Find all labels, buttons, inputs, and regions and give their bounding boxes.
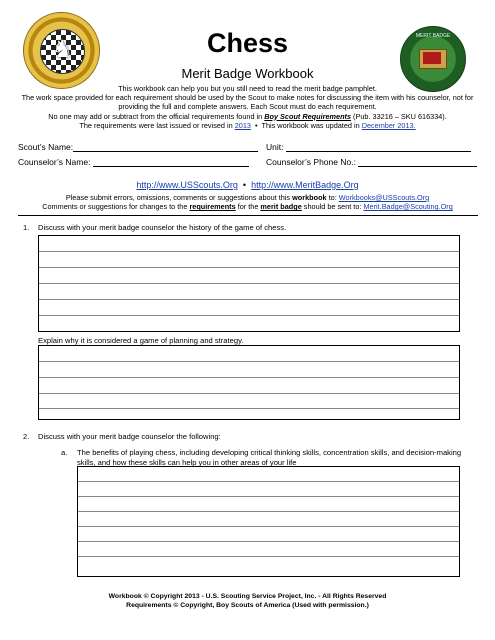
updated-date-link[interactable]: December 2013. — [361, 120, 416, 130]
seal-text: MERIT BADGE — [415, 33, 451, 39]
scout-name-field[interactable] — [18, 142, 258, 152]
unit-label: Unit: — [266, 142, 284, 152]
website-links: http://www.USScouts.Org • http://www.MeritBadge.Org — [136, 180, 359, 190]
knight-icon: ♞ — [52, 35, 74, 63]
counselor-name-label: Counselor’s Name: — [18, 157, 91, 167]
merit-badge-email-link[interactable]: Merit.Badge@Scouting.Org — [363, 202, 453, 212]
revised-year-link[interactable]: 2013 — [234, 120, 251, 130]
workbook-copyright: Workbook © Copyright 2013 - U.S. Scouting Service Project, Inc. - All Rights Reserved — [108, 593, 387, 600]
requirement-1-number: 1. — [23, 223, 30, 232]
page-title: Chess — [206, 28, 289, 58]
meritbadge-link[interactable]: http://www.MeritBadge.Org — [251, 180, 359, 190]
intro-paragraph — [0, 84, 495, 130]
page-subtitle: Merit Badge Workbook — [181, 66, 314, 81]
counselor-phone-field[interactable] — [266, 157, 477, 167]
workbooks-email-link[interactable]: Workbooks@USScouts.Org — [338, 193, 430, 202]
changes-line: Comments or suggestions for changes to the requirements for the merit badge should be sent to: Merit.Badge@Scouting.Org — [42, 202, 453, 212]
usscouts-link[interactable]: http://www.USScouts.Org — [136, 180, 238, 190]
requirement-1-text: Discuss with your merit badge counselor the history of the game of chess. — [38, 223, 287, 232]
feedback-paragraph — [0, 193, 495, 211]
requirement-2-number: 2. — [23, 432, 30, 441]
scout-name-label: Scout’s Name: — [18, 142, 74, 152]
submit-line: Please submit errors, omissions, comments or suggestions about this workbook to: Workbooks@USScouts.Org — [65, 193, 430, 202]
requirement-1-answer-box[interactable] — [38, 235, 460, 332]
footer — [0, 592, 495, 610]
counselor-phone-label: Counselor’s Phone No.: — [266, 157, 356, 167]
no-one-line: No one may add or subtract from the official requirements found in Boy Scout Requirements (Pub. 33216 – SKU 616334). — [48, 111, 447, 121]
requirement-2a-letter: a. — [61, 448, 68, 457]
requirement-2a-answer-box[interactable] — [77, 466, 460, 577]
requirement-2a-text: The benefits of playing chess, including developing critical thinking skills, concentration skills, and decision-making skills, and how these skills can help you in other areas of your life — [77, 448, 462, 467]
requirement-1-followup-text: Explain why it is considered a game of planning and strategy. — [38, 336, 244, 345]
unit-field[interactable] — [266, 142, 471, 152]
section-divider — [18, 215, 478, 216]
counselor-name-field[interactable] — [18, 157, 249, 167]
requirement-1-followup-answer-box[interactable] — [38, 345, 460, 420]
requirement-2-text: Discuss with your merit badge counselor the following: — [38, 432, 221, 441]
requirements-copyright: Requirements © Copyright, Boy Scouts of America (Used with permission.) — [126, 602, 369, 609]
intro-line: providing the full and complete answers. Each Scout must do each requirement. — [118, 102, 377, 112]
intro-line: The work space provided for each requirement should be used by the Scout to make notes for discussing the item with his counselor, not for — [21, 93, 474, 103]
boy-scout-requirements-ref: Boy Scout Requirements — [264, 111, 352, 121]
revision-line: The requirements were last issued or revised in 2013 • This workbook was updated in December 2013. — [79, 120, 416, 130]
intro-line: This workbook can help you but you still need to read the merit badge pamphlet. — [118, 84, 377, 93]
